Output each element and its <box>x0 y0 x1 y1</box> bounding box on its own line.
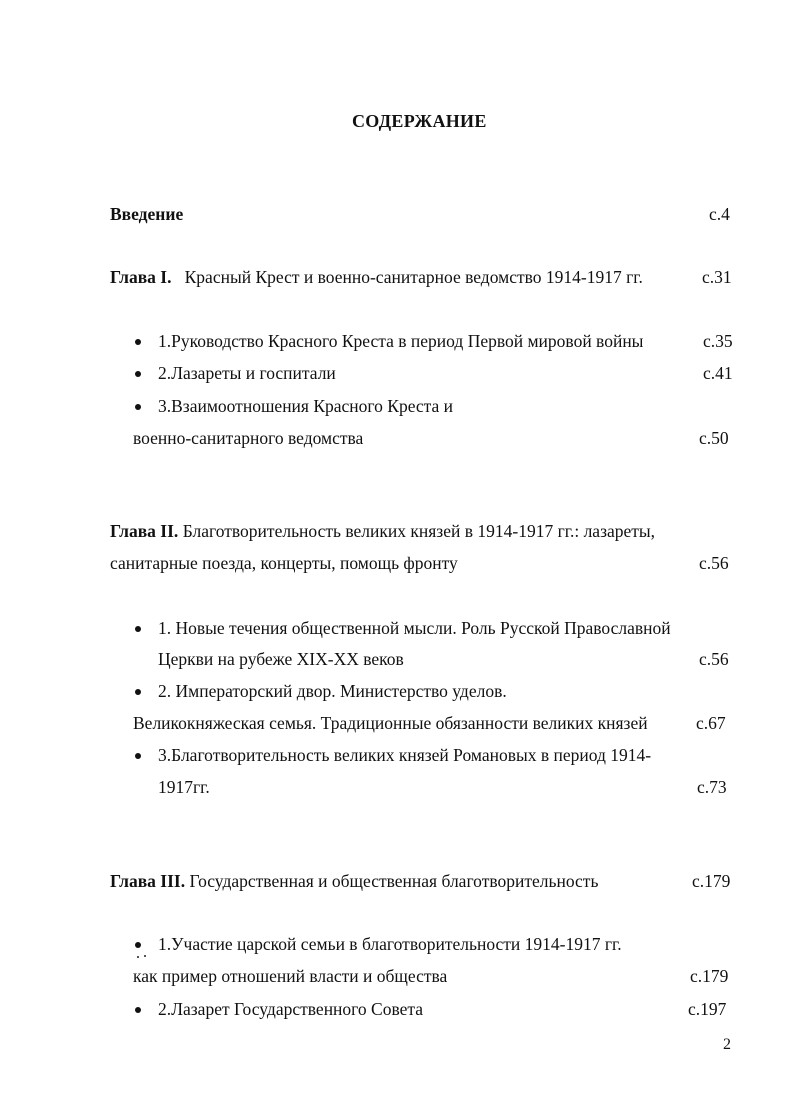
chapter2-page: с.56 <box>699 553 729 573</box>
chapter3-page: с.179 <box>692 871 731 891</box>
chapter2-item2-text-cont: Великокняжеская семья. Традиционные обязанности великих князей <box>133 713 648 733</box>
chapter2-label: Глава II. <box>110 521 179 541</box>
bullet-icon <box>135 371 141 377</box>
chapter1-label: Глава I. <box>110 267 172 287</box>
chapter2-item1-text: 1. Новые течения общественной мысли. Роль Русской Православной <box>158 618 671 638</box>
chapter2-item2-page: с.67 <box>696 713 726 733</box>
chapter1-item3-text: 3.Взаимоотношения Красного Креста и <box>158 396 454 416</box>
chapter2-item3-text-cont: 1917гг. <box>158 777 210 797</box>
chapter3-item2-page: с.197 <box>688 999 727 1019</box>
page-number: 2 <box>723 1036 731 1053</box>
chapter3-heading <box>110 873 598 891</box>
chapter1-item2-page: с.41 <box>703 363 733 383</box>
chapter3-item1-text-cont: как пример отношений власти и общества <box>133 966 448 986</box>
chapter2-item1-text-cont: Церкви на рубеже XIX-XX веков <box>158 649 404 669</box>
bullet-icon <box>135 1007 141 1013</box>
chapter2-item2-text: 2. Императорский двор. Министерство уделов. <box>158 681 507 701</box>
bullet-icon <box>135 942 141 948</box>
chapter3-title: Государственная и общественная благотворительность <box>189 871 599 891</box>
chapter1-item3-text-cont: военно-санитарного ведомства <box>133 428 364 448</box>
intro-page: с.4 <box>709 204 730 224</box>
bullet-icon <box>135 626 141 632</box>
chapter1-title: Красный Крест и военно-санитарное ведомство 1914-1917 гг. <box>184 267 643 287</box>
chapter2-item3-page: с.73 <box>697 777 727 797</box>
bullet-icon <box>135 404 141 410</box>
chapter3-item1-text: 1.Участие царской семьи в благотворительности 1914-1917 гг. <box>158 934 622 954</box>
chapter2-heading <box>110 523 655 541</box>
page-title: СОДЕРЖАНИЕ <box>352 111 487 131</box>
chapter2-title-cont: санитарные поезда, концерты, помощь фронту <box>110 553 458 573</box>
chapter2-title: Благотворительность великих князей в 1914-1917 гг.: лазареты, <box>182 521 656 541</box>
chapter2-item1-page: с.56 <box>699 649 729 669</box>
intro-label: Введение <box>110 204 184 224</box>
chapter2-item3-text: 3.Благотворительность великих князей Романовых в период 1914- <box>158 745 652 765</box>
bullet-icon <box>135 339 141 345</box>
bullet-icon <box>135 753 141 759</box>
chapter3-item2-text: 2.Лазарет Государственного Совета <box>158 999 424 1019</box>
chapter1-item1-page: с.35 <box>703 331 733 351</box>
chapter1-item1-text: 1.Руководство Красного Креста в период Первой мировой войны <box>158 331 644 351</box>
chapter1-heading <box>110 269 643 287</box>
chapter1-item3-page: с.50 <box>699 428 729 448</box>
scan-speck <box>144 955 146 957</box>
chapter1-item2-text: 2.Лазареты и госпитали <box>158 363 336 383</box>
chapter3-item1-page: с.179 <box>690 966 729 986</box>
chapter3-label: Глава III. <box>110 871 186 891</box>
chapter1-page: с.31 <box>702 267 732 287</box>
bullet-icon <box>135 689 141 695</box>
scan-speck <box>137 956 139 958</box>
